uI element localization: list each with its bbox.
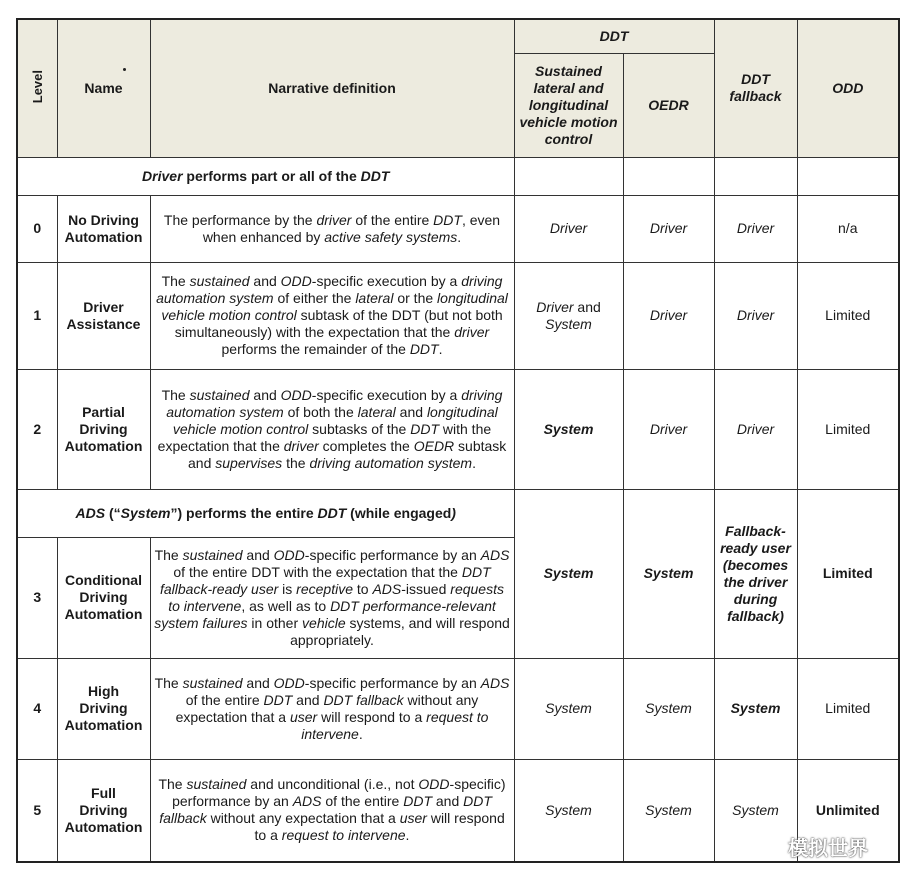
odd-value: Limited [797,369,899,489]
odd-header: ODD [797,19,899,157]
stray-dot [123,68,126,71]
level-header: Level [17,19,57,157]
sustained-control-value: System [514,658,623,759]
fallback-header: DDT fallback [714,19,797,157]
sustained-control-header: Sustained lateral and longitudinal vehicle motion control [514,53,623,157]
odd-value: Limited [797,262,899,369]
level-number: 0 [17,195,57,262]
level-number: 4 [17,658,57,759]
narrative-definition: The sustained and ODD-specific performance by an ADS of the entire DDT with the expectation that the DDT fallback-ready user is receptive to ADS-issued requests to intervene, as well as to DDT performance-relevant system failures in other vehicle systems, and will respond appropriately. [150,537,514,658]
level-name: Full Driving Automation [57,759,150,862]
ddt-header: DDT [514,19,714,53]
oedr-value: Driver [623,369,714,489]
level-name: Driver Assistance [57,262,150,369]
fallback-value: Driver [714,262,797,369]
odd-value: Limited [797,489,899,658]
odd-value: Unlimited [797,759,899,862]
sustained-control-value: Driver and System [514,262,623,369]
sustained-control-value: System [514,489,623,658]
fallback-value: Driver [714,195,797,262]
level-number: 3 [17,537,57,658]
oedr-value: System [623,759,714,862]
oedr-value: System [623,489,714,658]
level-name: Partial Driving Automation [57,369,150,489]
section-driver-performs: Driver performs part or all of the DDT [17,157,514,195]
fallback-value: System [714,759,797,862]
narrative-definition: The performance by the driver of the entire DDT, even when enhanced by active safety systems. [150,195,514,262]
narrative-definition: The sustained and ODD-specific execution by a driving automation system of both the lateral and longitudinal vehicle motion control subtasks of the DDT with the expectation that the driver completes the OEDR subtask and supervises the driving automation system. [150,369,514,489]
oedr-value: System [623,658,714,759]
level-number: 2 [17,369,57,489]
section-ads-performs: ADS (“System”) performs the entire DDT (while engaged) [17,489,514,537]
level-name: Conditional Driving Automation [57,537,150,658]
watermark-text: 模拟世界 [788,838,868,860]
table-row [17,658,899,759]
level-number: 5 [17,759,57,862]
oedr-header: OEDR [623,53,714,157]
fallback-value: System [714,658,797,759]
sustained-control-value: System [514,759,623,862]
sustained-control-value: Driver [514,195,623,262]
narrative-definition: The sustained and ODD-specific execution by a driving automation system of either the lateral or the longitudinal vehicle motion control subtask of the DDT (but not both simultaneously) with the expectation that the driver performs the remainder of the DDT. [150,262,514,369]
level-name: High Driving Automation [57,658,150,759]
oedr-value: Driver [623,195,714,262]
fallback-value: Driver [714,369,797,489]
odd-value: Limited [797,658,899,759]
table-row [17,262,899,369]
automation-levels-table [16,18,900,863]
wechat-icon [752,836,782,858]
narrative-definition: The sustained and ODD-specific performance by an ADS of the entire DDT and DDT fallback without any expectation that a user will respond to a request to intervene. [150,658,514,759]
level-name: No Driving Automation [57,195,150,262]
sustained-control-value: System [514,369,623,489]
level-number: 1 [17,262,57,369]
narrative-header: Narrative definition [150,19,514,157]
name-header: Name [57,19,150,157]
oedr-value: Driver [623,262,714,369]
odd-value: n/a [797,195,899,262]
watermark [752,832,868,861]
table-row [17,369,899,489]
fallback-value: Fallback- ready user (becomes the driver during fallback) [714,489,797,658]
table-row [17,195,899,262]
narrative-definition: The sustained and unconditional (i.e., not ODD-specific) performance by an ADS of the entire DDT and DDT fallback without any expectation that a user will respond to a request to intervene. [150,759,514,862]
